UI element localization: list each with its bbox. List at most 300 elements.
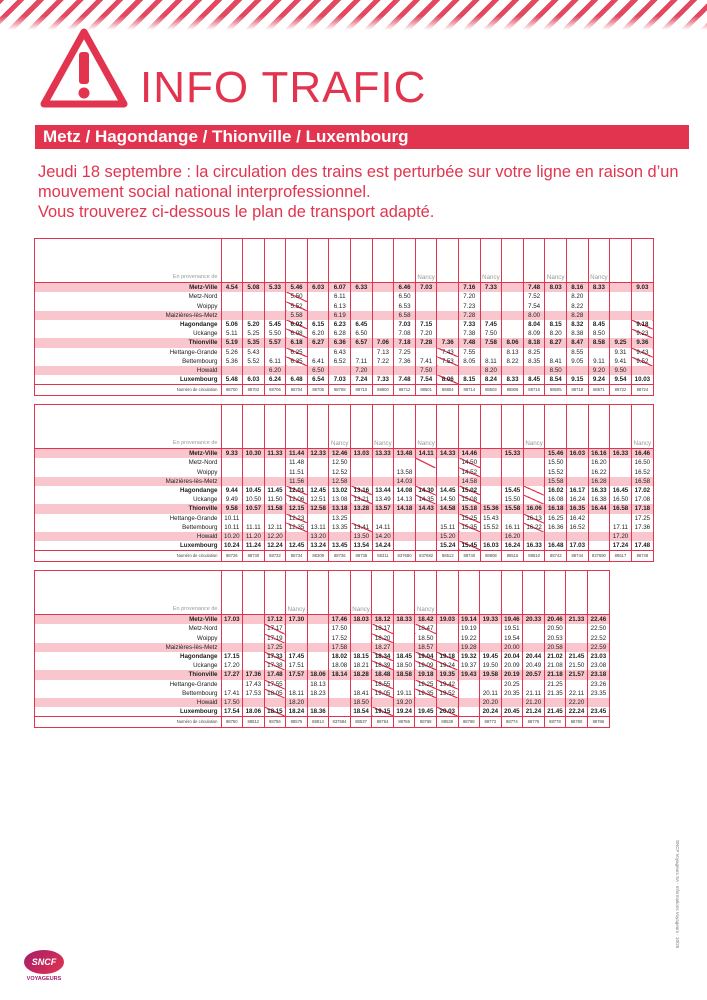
origin-cell: Nancy bbox=[287, 606, 306, 613]
time-cell: 16.50 bbox=[610, 495, 632, 504]
time-cell: 9.44 bbox=[221, 486, 243, 495]
header-cell bbox=[243, 239, 265, 273]
origin-cell bbox=[545, 439, 567, 449]
time-cell: 5.11 bbox=[221, 329, 243, 338]
time-cell: 18.08 bbox=[329, 661, 351, 670]
station-row bbox=[35, 504, 653, 513]
cancelled-time-cell: 17.12 bbox=[264, 615, 286, 625]
time-cell: 16.33 bbox=[523, 541, 545, 551]
time-cell bbox=[502, 468, 524, 477]
header-cell bbox=[372, 239, 394, 273]
time-cell bbox=[437, 366, 459, 375]
cancelled-time-cell: 5.46 bbox=[286, 283, 308, 293]
time-cell: 7.45 bbox=[480, 320, 502, 329]
time-cell bbox=[480, 348, 502, 357]
time-cell: 6.03 bbox=[307, 283, 329, 293]
time-cell bbox=[307, 652, 329, 661]
time-cell: 9.25 bbox=[610, 338, 632, 347]
time-cell: 7.54 bbox=[415, 375, 437, 385]
header-cell bbox=[243, 571, 265, 605]
time-cell bbox=[545, 311, 567, 320]
origin-cell bbox=[588, 439, 610, 449]
time-cell: 19.20 bbox=[393, 698, 415, 707]
intro-text bbox=[38, 162, 688, 222]
cancelled-time-cell: 6.02 bbox=[286, 320, 308, 329]
time-cell bbox=[243, 292, 265, 301]
time-cell: 7.16 bbox=[459, 283, 481, 293]
train-number: 88800 bbox=[372, 385, 394, 395]
time-cell: 15.58 bbox=[545, 477, 567, 486]
time-cell: 8.55 bbox=[567, 348, 589, 357]
station-name: Luxembourg bbox=[180, 708, 218, 716]
header-cell bbox=[567, 405, 589, 439]
time-cell bbox=[243, 366, 265, 375]
cancelled-time-cell: 18.48 bbox=[372, 670, 394, 679]
time-cell bbox=[566, 643, 588, 652]
time-cell: 17.03 bbox=[567, 541, 589, 551]
time-cell bbox=[437, 283, 459, 293]
origin-cell bbox=[523, 605, 545, 615]
time-cell bbox=[329, 366, 351, 375]
time-cell bbox=[459, 366, 481, 375]
station-row bbox=[35, 643, 609, 652]
time-cell: 16.46 bbox=[631, 449, 653, 459]
origin-cell: Nancy bbox=[415, 273, 437, 283]
time-cell bbox=[567, 458, 589, 467]
numero-label: Numéro de circulation bbox=[35, 717, 221, 727]
time-cell bbox=[480, 477, 502, 486]
time-cell: 18.54 bbox=[350, 707, 372, 717]
time-cell: 17.20 bbox=[610, 532, 632, 541]
time-cell: 13.20 bbox=[307, 532, 329, 541]
time-cell bbox=[523, 458, 545, 467]
time-cell bbox=[221, 302, 243, 311]
origin-cell: Nancy bbox=[372, 439, 394, 449]
time-cell: 23.26 bbox=[587, 680, 609, 689]
time-cell: 16.52 bbox=[567, 523, 589, 532]
time-cell bbox=[350, 624, 372, 633]
train-number: 88740 bbox=[459, 551, 481, 561]
cancelled-time-cell: 16.06 bbox=[523, 504, 545, 513]
origin-cell bbox=[587, 605, 609, 615]
time-cell bbox=[523, 624, 545, 633]
cancelled-time-cell: 5.58 bbox=[286, 311, 308, 320]
time-cell: 4.54 bbox=[221, 283, 243, 293]
sncf-logo-subtitle: VOYAGEURS bbox=[26, 976, 62, 982]
cancelled-time-cell: 13.16 bbox=[351, 486, 373, 495]
cancelled-time-cell: 12.35 bbox=[286, 523, 308, 532]
time-cell: 13.25 bbox=[329, 514, 351, 523]
time-cell: 17.20 bbox=[221, 661, 243, 670]
timetable-3 bbox=[34, 570, 610, 728]
time-cell bbox=[588, 302, 610, 311]
origin-cell bbox=[631, 273, 653, 283]
time-cell bbox=[588, 292, 610, 301]
time-cell: 6.28 bbox=[329, 329, 351, 338]
header-cell bbox=[566, 571, 588, 605]
station-name: Maizières-lès-Metz bbox=[35, 311, 221, 320]
time-cell: 12.51 bbox=[307, 495, 329, 504]
header-cell bbox=[610, 239, 632, 273]
time-cell: 17.43 bbox=[243, 680, 265, 689]
train-number: 88756 bbox=[264, 717, 286, 727]
time-cell: 17.11 bbox=[610, 523, 632, 532]
origin-cell bbox=[286, 273, 308, 283]
cancelled-time-cell: 19.42 bbox=[436, 680, 458, 689]
header-cell bbox=[502, 405, 524, 439]
provenance-label: En provenance de bbox=[172, 274, 218, 280]
time-cell bbox=[415, 523, 437, 532]
train-number: 88808 bbox=[480, 551, 502, 561]
time-cell bbox=[502, 292, 524, 301]
time-cell: 17.25 bbox=[631, 514, 653, 523]
time-cell: 17.52 bbox=[329, 634, 351, 643]
origin-cell bbox=[501, 605, 523, 615]
time-cell: 20.24 bbox=[480, 707, 502, 717]
header-cell bbox=[351, 239, 373, 273]
time-cell: 6.50 bbox=[394, 292, 416, 301]
time-cell bbox=[458, 680, 480, 689]
train-number: 88716 bbox=[523, 385, 545, 395]
time-cell: 14.33 bbox=[437, 449, 459, 459]
cancelled-time-cell bbox=[523, 486, 545, 495]
time-cell: 13.18 bbox=[329, 504, 351, 513]
origin-cell bbox=[437, 273, 459, 283]
time-cell bbox=[437, 292, 459, 301]
train-number: 88734 bbox=[286, 551, 308, 561]
time-cell bbox=[436, 624, 458, 633]
header-cell bbox=[221, 405, 243, 439]
time-cell: 19.22 bbox=[458, 634, 480, 643]
time-cell bbox=[588, 348, 610, 357]
cancelled-time-cell: 19.25 bbox=[415, 680, 437, 689]
time-cell bbox=[588, 523, 610, 532]
time-cell bbox=[480, 634, 502, 643]
station-name: Hettange-Grande bbox=[169, 514, 218, 522]
time-cell: 18.50 bbox=[415, 634, 437, 643]
time-cell: 11.45 bbox=[264, 486, 286, 495]
time-cell bbox=[437, 302, 459, 311]
station-name: Hagondange bbox=[180, 487, 218, 495]
train-number: 88750 bbox=[221, 717, 243, 727]
time-cell bbox=[264, 698, 286, 707]
time-cell bbox=[372, 302, 394, 311]
time-cell: 18.57 bbox=[415, 643, 437, 652]
time-cell: 22.20 bbox=[566, 698, 588, 707]
station-name: Bettembourg bbox=[182, 689, 218, 697]
station-row bbox=[35, 680, 609, 689]
time-cell bbox=[567, 468, 589, 477]
train-number: 88768 bbox=[458, 717, 480, 727]
time-cell: 6.11 bbox=[264, 357, 286, 366]
origin-cell bbox=[437, 439, 459, 449]
time-cell: 16.48 bbox=[545, 541, 567, 551]
train-number: 88708 bbox=[329, 385, 351, 395]
time-cell bbox=[523, 634, 545, 643]
time-cell: 6.50 bbox=[307, 366, 329, 375]
cancelled-time-cell: 19.05 bbox=[372, 689, 394, 698]
time-cell: 7.41 bbox=[415, 357, 437, 366]
time-cell: 16.45 bbox=[610, 486, 632, 495]
header-cell bbox=[221, 239, 243, 273]
time-cell bbox=[286, 624, 308, 633]
time-cell: 20.49 bbox=[523, 661, 545, 670]
origin-cell bbox=[544, 605, 566, 615]
header-cell bbox=[221, 571, 243, 605]
station-row bbox=[35, 283, 653, 293]
train-number: 88742 bbox=[545, 551, 567, 561]
time-cell: 20.20 bbox=[480, 698, 502, 707]
header-cell bbox=[545, 239, 567, 273]
origin-cell bbox=[307, 605, 329, 615]
time-cell: 20.58 bbox=[544, 643, 566, 652]
origin-cell bbox=[221, 273, 243, 283]
header-cell bbox=[351, 405, 373, 439]
time-cell: 13.08 bbox=[329, 495, 351, 504]
station-name: Metz-Nord bbox=[188, 459, 218, 467]
time-cell bbox=[502, 458, 524, 467]
train-number: 88539 bbox=[436, 717, 458, 727]
cancelled-time-cell: 19.18 bbox=[436, 652, 458, 661]
time-cell: 18.02 bbox=[329, 652, 351, 661]
time-cell bbox=[502, 329, 524, 338]
cancelled-time-cell: 5.52 bbox=[286, 302, 308, 311]
header-cell bbox=[394, 405, 416, 439]
time-cell bbox=[393, 643, 415, 652]
time-cell: 5.33 bbox=[264, 283, 286, 293]
station-row bbox=[35, 615, 609, 625]
train-number: 88503 bbox=[480, 385, 502, 395]
origin-cell bbox=[394, 439, 416, 449]
train-number: 88804 bbox=[437, 385, 459, 395]
time-cell: 15.33 bbox=[502, 449, 524, 459]
provenance-label: En provenance de bbox=[172, 606, 218, 612]
header-cell bbox=[437, 405, 459, 439]
train-number: 88732 bbox=[264, 551, 286, 561]
cancelled-time-cell: 15.08 bbox=[459, 495, 481, 504]
origin-cell bbox=[329, 273, 351, 283]
time-cell: 20.35 bbox=[501, 689, 523, 698]
time-cell: 21.18 bbox=[544, 670, 566, 679]
train-number: 88744 bbox=[567, 551, 589, 561]
origin-cell bbox=[502, 273, 524, 283]
station-name: Woippy bbox=[196, 302, 218, 310]
time-cell bbox=[243, 643, 265, 652]
header-cell bbox=[286, 571, 308, 605]
time-cell bbox=[415, 348, 437, 357]
time-cell bbox=[351, 477, 373, 486]
time-cell: 14.13 bbox=[394, 495, 416, 504]
time-cell: 7.08 bbox=[394, 329, 416, 338]
station-row bbox=[35, 338, 653, 347]
time-cell bbox=[502, 514, 524, 523]
time-cell bbox=[307, 477, 329, 486]
time-cell bbox=[264, 302, 286, 311]
time-cell: 17.54 bbox=[221, 707, 243, 717]
train-number: 88311 bbox=[372, 551, 394, 561]
origin-cell: Nancy bbox=[416, 606, 435, 613]
time-cell: 12.20 bbox=[264, 532, 286, 541]
line-banner: Metz / Hagondange / Thionville / Luxembourg bbox=[35, 125, 689, 149]
time-cell: 18.50 bbox=[393, 661, 415, 670]
time-cell bbox=[523, 680, 545, 689]
time-cell: 20.04 bbox=[501, 652, 523, 661]
time-cell: 7.48 bbox=[523, 283, 545, 293]
time-cell: 9.54 bbox=[610, 375, 632, 385]
cancelled-time-cell: 6.25 bbox=[286, 348, 308, 357]
time-cell: 15.20 bbox=[437, 532, 459, 541]
time-cell bbox=[502, 302, 524, 311]
station-row bbox=[35, 292, 653, 301]
station-row bbox=[35, 348, 653, 357]
time-cell bbox=[415, 468, 437, 477]
time-cell: 19.50 bbox=[480, 661, 502, 670]
time-cell bbox=[221, 634, 243, 643]
origin-cell bbox=[329, 605, 351, 615]
time-cell: 8.45 bbox=[588, 320, 610, 329]
time-cell bbox=[437, 477, 459, 486]
time-cell: 11.56 bbox=[286, 477, 308, 486]
time-cell: 5.08 bbox=[243, 283, 265, 293]
station-name: Hagondange bbox=[180, 321, 218, 329]
time-cell bbox=[307, 698, 329, 707]
origin-cell bbox=[567, 439, 589, 449]
cancelled-time-cell: 19.15 bbox=[372, 707, 394, 717]
time-cell bbox=[221, 366, 243, 375]
time-cell bbox=[243, 615, 265, 625]
time-cell bbox=[329, 680, 351, 689]
station-row bbox=[35, 449, 653, 459]
station-name: Thionville bbox=[35, 670, 221, 679]
time-cell: 7.20 bbox=[415, 329, 437, 338]
time-cell: 8.03 bbox=[545, 283, 567, 293]
time-cell bbox=[631, 366, 653, 375]
cancelled-time-cell: 20.03 bbox=[436, 707, 458, 717]
time-cell: 8.22 bbox=[567, 302, 589, 311]
sncf-logo-mark: SNCF bbox=[24, 950, 64, 974]
time-cell: 5.19 bbox=[221, 338, 243, 347]
time-cell bbox=[394, 523, 416, 532]
time-cell bbox=[243, 468, 265, 477]
time-cell: 23.45 bbox=[587, 707, 609, 717]
origin-cell: Nancy bbox=[352, 606, 370, 613]
cancelled-time-cell: 6.35 bbox=[286, 357, 308, 366]
time-cell bbox=[437, 329, 459, 338]
time-cell: 9.58 bbox=[221, 504, 243, 513]
origin-cell: Nancy bbox=[480, 273, 502, 283]
time-cell: 9.05 bbox=[567, 357, 589, 366]
warning-icon bbox=[38, 26, 130, 110]
header-cell bbox=[264, 571, 286, 605]
time-cell bbox=[415, 698, 437, 707]
time-cell: 16.44 bbox=[588, 504, 610, 513]
time-cell: 20.45 bbox=[501, 707, 523, 717]
numero-label: Numéro de circulation bbox=[35, 551, 221, 561]
time-cell: 20.46 bbox=[544, 615, 566, 625]
station-name: Howald bbox=[35, 366, 221, 375]
time-cell: 7.55 bbox=[459, 348, 481, 357]
header-cell bbox=[264, 239, 286, 273]
cancelled-time-cell: 19.52 bbox=[436, 689, 458, 698]
time-cell bbox=[307, 643, 329, 652]
time-cell bbox=[307, 468, 329, 477]
cancelled-time-cell: 9.52 bbox=[631, 357, 653, 366]
time-cell: 12.45 bbox=[307, 486, 329, 495]
train-number: 88812 bbox=[243, 717, 265, 727]
time-cell: 16.03 bbox=[480, 541, 502, 551]
cancelled-time-cell: 19.35 bbox=[436, 670, 458, 679]
origin-cell: Nancy bbox=[329, 439, 351, 449]
train-number: 88575 bbox=[286, 717, 308, 727]
time-cell: 16.58 bbox=[610, 504, 632, 513]
time-cell: 17.08 bbox=[631, 495, 653, 504]
time-cell: 16.38 bbox=[588, 495, 610, 504]
time-cell: 19.45 bbox=[415, 707, 437, 717]
origin-cell bbox=[243, 439, 265, 449]
cancelled-time-cell: 19.04 bbox=[415, 652, 437, 661]
time-cell: 18.58 bbox=[393, 670, 415, 679]
time-cell: 16.11 bbox=[502, 523, 524, 532]
time-cell bbox=[243, 302, 265, 311]
time-cell bbox=[307, 661, 329, 670]
origin-cell bbox=[351, 273, 373, 283]
cancelled-time-cell: 18.47 bbox=[415, 624, 437, 633]
time-cell: 17.58 bbox=[329, 643, 351, 652]
header-cell bbox=[567, 239, 589, 273]
time-cell: 15.45 bbox=[502, 486, 524, 495]
time-cell bbox=[264, 468, 286, 477]
time-cell: 19.37 bbox=[458, 661, 480, 670]
time-cell: 10.03 bbox=[631, 375, 653, 385]
origin-cell: Nancy bbox=[415, 439, 437, 449]
time-cell bbox=[307, 292, 329, 301]
time-cell: 5.43 bbox=[243, 348, 265, 357]
time-cell bbox=[588, 514, 610, 523]
time-cell bbox=[351, 302, 373, 311]
time-cell: 8.32 bbox=[567, 320, 589, 329]
time-cell bbox=[307, 624, 329, 633]
time-cell bbox=[458, 689, 480, 698]
time-cell: 14.24 bbox=[372, 541, 394, 551]
origin-cell bbox=[221, 439, 243, 449]
time-cell bbox=[393, 634, 415, 643]
station-name: Metz-Nord bbox=[188, 625, 218, 633]
time-cell: 17.50 bbox=[329, 624, 351, 633]
time-cell: 7.18 bbox=[394, 338, 416, 347]
time-cell bbox=[587, 698, 609, 707]
cancelled-time-cell: 18.20 bbox=[372, 634, 394, 643]
time-cell: 19.14 bbox=[458, 615, 480, 625]
time-cell: 21.11 bbox=[523, 689, 545, 698]
time-cell bbox=[610, 311, 632, 320]
time-cell bbox=[221, 311, 243, 320]
time-cell: 18.06 bbox=[307, 670, 329, 679]
station-name: Bettembourg bbox=[182, 523, 218, 531]
time-cell: 21.57 bbox=[566, 670, 588, 679]
time-cell bbox=[502, 366, 524, 375]
station-row bbox=[35, 329, 653, 338]
time-cell: 11.24 bbox=[243, 541, 265, 551]
time-cell bbox=[329, 689, 351, 698]
time-cell: 17.02 bbox=[631, 486, 653, 495]
station-name: Uckange bbox=[193, 330, 218, 338]
header-cell bbox=[329, 405, 351, 439]
time-cell bbox=[307, 615, 329, 625]
time-cell: 13.48 bbox=[394, 449, 416, 459]
time-cell: 19.32 bbox=[458, 652, 480, 661]
cancelled-time-cell: 15.18 bbox=[459, 504, 481, 513]
time-cell bbox=[610, 292, 632, 301]
